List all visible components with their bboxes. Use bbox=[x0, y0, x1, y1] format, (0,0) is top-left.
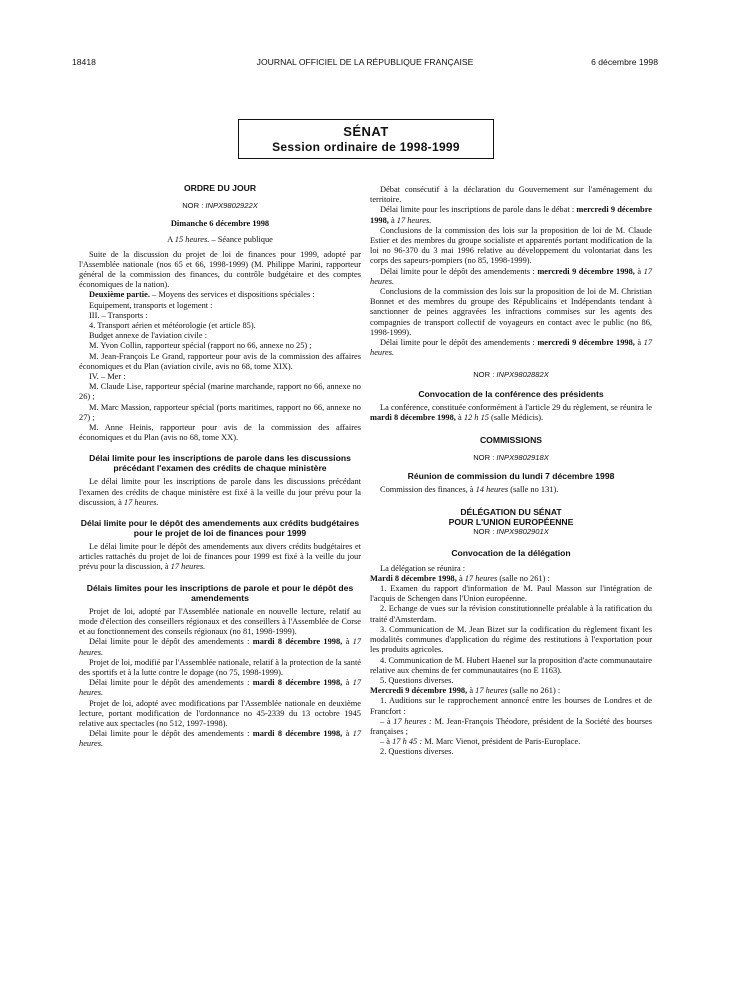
nor-reference: NOR : INPX9802918X bbox=[473, 453, 549, 463]
paragraph: Mardi 8 décembre 1998, à 17 heures (salle no 261) : bbox=[370, 573, 550, 583]
title-session: Session ordinaire de 1998-1999 bbox=[272, 140, 460, 154]
paragraph: Mercredi 9 décembre 1998, à 17 heures (salle no 261) : bbox=[370, 686, 561, 696]
section-heading: Réunion de commission du lundi 7 décembre 1998 bbox=[407, 471, 615, 482]
paragraph: M. Marc Massion, rapporteur spécial (ports maritimes, rapport no 66, annexe no 27) ; bbox=[79, 402, 361, 422]
journal-title: JOURNAL OFFICIEL DE LA RÉPUBLIQUE FRANÇAISE bbox=[256, 57, 474, 67]
nor-reference: NOR : INPX9802901X bbox=[473, 527, 549, 537]
section-heading: COMMISSIONS bbox=[479, 435, 543, 446]
paragraph: 1. Auditions sur le rapprochement annoncé entre les bourses de Londres et de Francfort : bbox=[370, 696, 652, 716]
paragraph: Le délai limite pour les inscriptions de parole dans les discussions précédant l'examen des crédits de chaque ministère est fixé à la veille du jour prévu pour la discussion, à 17 heures. bbox=[79, 477, 361, 507]
section-heading: DÉLÉGATION DU SÉNAT bbox=[460, 507, 562, 518]
section-heading: Délais limites pour les inscriptions de parole et pour le dépôt des amendements bbox=[86, 582, 354, 603]
paragraph: 2. Questions diverses. bbox=[380, 747, 454, 757]
nor-reference: NOR : INPX9802882X bbox=[473, 370, 549, 380]
paragraph: M. Jean-François Le Grand, rapporteur pour avis de la commission des affaires économiques et du Plan (aviation civile, avis no 68, tome XIX). bbox=[79, 351, 361, 371]
paragraph: Conclusions de la commission des lois sur la proposition de loi de M. Claude Estier et des membres du groupe socialiste et apparentés portant modification de la loi no 96-370 du 3 mai 1996 relative au développement du volontariat dans les corps des sapeurs-pompiers (no 85, 1998-1999). bbox=[370, 225, 652, 266]
paragraph: Commission des finances, à 14 heures (salle no 131). bbox=[380, 485, 559, 495]
paragraph: III. – Transports : bbox=[89, 310, 148, 320]
paragraph: Conclusions de la commission des lois sur la proposition de loi de M. Christian Bonnet et des membres du groupe des Républicains et Indépendants tendant à sanctionner de peines aggravées les infractions commises sur les agents des compagnies de transport collectif de voyageurs en contact avec le public (no 86, 1998-1999). bbox=[370, 287, 652, 337]
paragraph: Projet de loi, adopté par l'Assemblée nationale en nouvelle lecture, relatif au mode d'élection des conseillers régionaux et des conseillers à l'Assemblée de Corse et au fonctionnement des conseils régionaux (no 81, 1998-1999). bbox=[79, 606, 361, 637]
paragraph: 1. Examen du rapport d'information de M. Paul Masson sur l'intégration de l'acquis de Schengen dans l'Union européenne. bbox=[370, 584, 652, 604]
paragraph: IV. – Mer : bbox=[89, 372, 126, 382]
paragraph: Projet de loi, modifié par l'Assemblée nationale, relatif à la protection de la santé des sportifs et à la lutte contre le dopage (no 75, 1998-1999). bbox=[79, 657, 361, 677]
date-heading: Dimanche 6 décembre 1998 bbox=[170, 219, 270, 229]
section-heading: Délai limite pour les inscriptions de parole dans les discussions précédant l'examen des crédits de chaque ministère bbox=[89, 453, 351, 474]
title-box bbox=[238, 119, 494, 159]
header-date: 6 décembre 1998 bbox=[591, 57, 658, 67]
paragraph: 4. Communication de M. Hubert Haenel sur la proposition d'acte communautaire relative aux chemins de fer communautaires (no E 1163). bbox=[370, 655, 652, 675]
paragraph: Suite de la discussion du projet de loi de finances pour 1999, adopté par l'Assemblée nationale (nos 65 et 66, 1998-1999) (M. Philippe Marini, rapporteur général de la commission des finances, du contrôle budgétaire et des comptes économiques de la nation). bbox=[79, 249, 361, 290]
paragraph: M. Claude Lise, rapporteur spécial (marine marchande, rapport no 66, annexe no 26) ; bbox=[79, 382, 361, 402]
title-senat: SÉNAT bbox=[343, 124, 389, 139]
paragraph: M. Yvon Collin, rapporteur spécial (rapport no 66, annexe no 25) ; bbox=[89, 341, 312, 351]
paragraph: Projet de loi, adopté avec modifications par l'Assemblée nationale en deuxième lecture, portant modification de l'ordonnance no 45-2339 du 13 octobre 1945 relative aux spectacles (no 512, 1997-1998). bbox=[79, 698, 361, 728]
paragraph: La conférence, constituée conformément à l'article 29 du règlement, se réunira le mardi 8 décembre 1998, à 12 h 15 (salle Médicis). bbox=[370, 402, 652, 422]
right-column bbox=[370, 185, 652, 758]
section-heading: Convocation de la délégation bbox=[451, 547, 571, 558]
paragraph: 3. Communication de M. Jean Bizet sur la codification du règlement fixant les modalités communes d'application du régime des restitutions à l'exportation pour les produits agricoles. bbox=[370, 624, 652, 655]
paragraph: – à 17 heures : M. Jean-François Théodore, président de la Société des bourses françaises ; bbox=[370, 716, 652, 736]
paragraph: 2. Echange de vues sur la révision constitutionnelle préalable à la ratification du traité d'Amsterdam. bbox=[370, 604, 652, 624]
paragraph: Budget annexe de l'aviation civile : bbox=[89, 331, 208, 341]
paragraph: La délégation se réunira : bbox=[380, 563, 466, 573]
section-heading: Convocation de la conférence des présidents bbox=[418, 388, 604, 399]
paragraph: Débat consécutif à la déclaration du Gouvernement sur l'aménagement du territoire. bbox=[370, 185, 652, 205]
paragraph: 4. Transport aérien et météorologie (et article 85). bbox=[89, 321, 256, 331]
paragraph: Deuxième partie. – Moyens des services et dispositions spéciales : bbox=[89, 290, 315, 300]
paragraph: Le délai limite pour le dépôt des amendements aux divers crédits budgétaires et articles rattachés du projet de loi de finances pour 1999 est fixé à la veille du jour prévu pour la discussion, à 17 heures. bbox=[79, 542, 361, 572]
paragraph: – à 17 h 45 : M. Marc Vienot, président de Paris-Europlace. bbox=[380, 737, 581, 747]
nor-reference: NOR : INPX9802922X bbox=[182, 201, 258, 210]
left-column bbox=[79, 183, 361, 750]
section-heading: POUR L'UNION EUROPÉENNE bbox=[448, 517, 574, 528]
paragraph: Délai limite pour le dépôt des amendements : mercredi 9 décembre 1998, à 17 heures. bbox=[370, 266, 652, 286]
paragraph: 5. Questions diverses. bbox=[380, 675, 454, 685]
section-heading: Délai limite pour le dépôt des amendements aux crédits budgétaires pour le projet de loi de finances pour 1999 bbox=[80, 518, 360, 539]
paragraph: Délai limite pour les inscriptions de parole dans le débat : mercredi 9 décembre 1998, à 17 heures. bbox=[370, 205, 652, 225]
paragraph: Délai limite pour le dépôt des amendements : mardi 8 décembre 1998, à 17 heures. bbox=[79, 678, 361, 698]
paragraph: Délai limite pour le dépôt des amendements : mardi 8 décembre 1998, à 17 heures. bbox=[79, 729, 361, 749]
paragraph: Equipement, transports et logement : bbox=[89, 300, 213, 310]
paragraph: M. Anne Heinis, rapporteur pour avis de la commission des affaires économiques et du Plan (avis no 68, tome XX). bbox=[79, 423, 361, 443]
page-number: 18418 bbox=[72, 57, 96, 67]
seance-line: A 15 heures. – Séance publique bbox=[167, 235, 273, 245]
paragraph: Délai limite pour le dépôt des amendements : mercredi 9 décembre 1998, à 17 heures. bbox=[370, 338, 652, 358]
paragraph: Délai limite pour le dépôt des amendements : mardi 8 décembre 1998, à 17 heures. bbox=[79, 637, 361, 657]
heading-ordre-du-jour: ORDRE DU JOUR bbox=[183, 183, 257, 193]
